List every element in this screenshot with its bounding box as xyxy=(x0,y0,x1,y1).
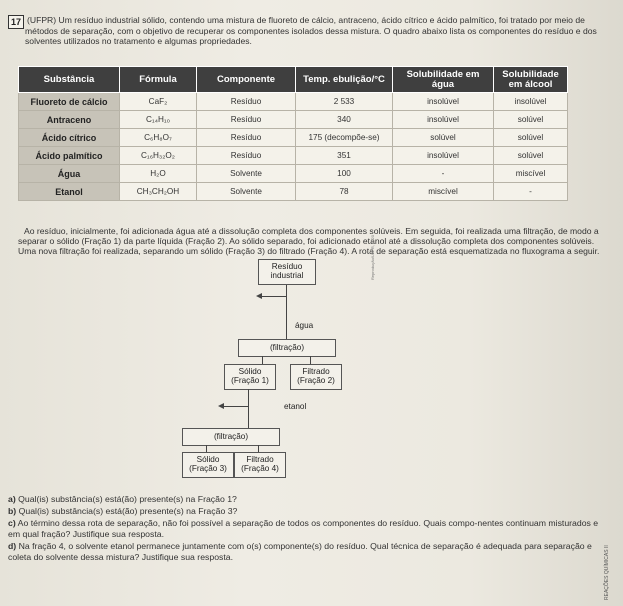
component-cell: Solvente xyxy=(197,165,296,183)
substance-cell: Fluoreto de cálcio xyxy=(19,93,120,111)
filtrate2-label: Filtrado xyxy=(246,455,274,464)
filtration2-box xyxy=(182,428,280,446)
water-solubility-cell: insolúvel xyxy=(393,147,494,165)
alcohol-solubility-cell: solúvel xyxy=(494,129,568,147)
question-a xyxy=(8,494,608,505)
col-header: Componente xyxy=(197,67,296,93)
fraction3-label: (Fração 3) xyxy=(189,464,227,473)
alcohol-solubility-cell: insolúvel xyxy=(494,93,568,111)
boiling-cell: 351 xyxy=(296,147,393,165)
fraction4-label: (Fração 4) xyxy=(241,464,279,473)
alcohol-solubility-cell: solúvel xyxy=(494,111,568,129)
water-solubility-cell: insolúvel xyxy=(393,111,494,129)
boiling-cell: 175 (decompõe-se) xyxy=(296,129,393,147)
water-arrow-head xyxy=(256,293,262,299)
filtrate1-label: Filtrado xyxy=(302,367,330,376)
question-d-letter: d) xyxy=(8,541,17,551)
fraction2-box xyxy=(290,364,342,390)
substance-cell: Água xyxy=(19,165,120,183)
filtration2-label: (filtração) xyxy=(213,432,249,441)
formula-cell: C₁₄H₁₀ xyxy=(120,111,197,129)
col-header: Solubilidade em água xyxy=(393,67,494,93)
water-solubility-cell: miscível xyxy=(393,183,494,201)
substance-cell: Etanol xyxy=(19,183,120,201)
col-header: Solubilidade em álcool xyxy=(494,67,568,93)
boiling-cell: 100 xyxy=(296,165,393,183)
question-list xyxy=(8,494,608,564)
question-c xyxy=(8,518,608,540)
question-number: 17 xyxy=(8,15,24,29)
component-cell: Resíduo xyxy=(197,129,296,147)
substance-cell: Ácido palmítico xyxy=(19,147,120,165)
boiling-cell: 78 xyxy=(296,183,393,201)
ethanol-arrow-head xyxy=(218,403,224,409)
component-cell: Resíduo xyxy=(197,93,296,111)
water-label: água xyxy=(295,321,314,330)
water-arrow-line xyxy=(262,296,286,297)
boiling-cell: 2 533 xyxy=(296,93,393,111)
question-c-text: Ao término dessa rota de separação, não foi possível a separação de todos os componentes do resíduo. Quais compo-nentes continuam misturados e em qual fração? Justifique sua resposta. xyxy=(8,518,599,539)
water-solubility-cell: solúvel xyxy=(393,129,494,147)
col-header: Fórmula xyxy=(120,67,197,93)
substance-cell: Ácido cítrico xyxy=(19,129,120,147)
question-d xyxy=(8,541,608,563)
alcohol-solubility-cell: solúvel xyxy=(494,147,568,165)
formula-cell: CaF₂ xyxy=(120,93,197,111)
filtration1-label: (filtração) xyxy=(269,343,305,352)
component-cell: Resíduo xyxy=(197,147,296,165)
alcohol-solubility-cell: miscível xyxy=(494,165,568,183)
connector-line xyxy=(310,356,311,364)
connector-line xyxy=(262,356,263,364)
formula-cell: CH₃CH₂OH xyxy=(120,183,197,201)
question-b-text: Qual(is) substância(s) está(ão) presente(s) na Fração 3? xyxy=(18,506,238,516)
water-solubility-cell: - xyxy=(393,165,494,183)
ethanol-label: etanol xyxy=(284,402,307,411)
ethanol-arrow-line xyxy=(224,406,248,407)
question-b xyxy=(8,506,608,517)
formula-cell: C₁₆H₃₂O₂ xyxy=(120,147,197,165)
col-header: Temp. ebulição/°C xyxy=(296,67,393,93)
intro-text: (UFPR) Um resíduo industrial sólido, contendo uma mistura de fluoreto de cálcio, antraceno, ácido cítrico e ácido palmítico, foi tratado por meio de métodos de separação, com o objetivo de recuperar os componentes isolados dessa mistura. O quadro abaixo lista os componentes do resíduo e dos solventes utilizados no tratamento e algumas propriedades. xyxy=(25,15,597,47)
fraction3-box xyxy=(182,452,234,478)
connector-line xyxy=(248,389,249,428)
question-d-text: Na fração 4, o solvente etanol permanece juntamente com o(s) componente(s) do resíduo. Qual técnica de separação é adequada para separação e coleta do solvente dessa mistura? Justifique sua resposta. xyxy=(8,541,592,562)
residue-label: Resíduo industrial xyxy=(270,262,304,280)
question-b-letter: b) xyxy=(8,506,17,516)
component-cell: Solvente xyxy=(197,183,296,201)
connector-line xyxy=(286,285,287,339)
filtration1-box xyxy=(238,339,336,357)
margin-section-label: REAÇÕES QUÍMICAS II xyxy=(604,545,610,600)
connector-line xyxy=(206,445,207,452)
water-solubility-cell: insolúvel xyxy=(393,93,494,111)
fraction1-label: (Fração 1) xyxy=(231,376,269,385)
substance-cell: Antraceno xyxy=(19,111,120,129)
solid1-label: Sólido xyxy=(238,367,262,376)
formula-cell: H₂O xyxy=(120,165,197,183)
image-credit: Reprodução/UFPR, 2020 xyxy=(370,235,375,280)
fraction4-box xyxy=(234,452,286,478)
alcohol-solubility-cell: - xyxy=(494,183,568,201)
question-a-text: Qual(is) substância(s) está(ão) presente(s) na Fração 1? xyxy=(18,494,237,504)
component-cell: Resíduo xyxy=(197,111,296,129)
fraction2-label: (Fração 2) xyxy=(297,376,335,385)
col-header: Substância xyxy=(19,67,120,93)
question-c-letter: c) xyxy=(8,518,16,528)
connector-line xyxy=(258,445,259,452)
formula-cell: C₆H₈O₇ xyxy=(120,129,197,147)
fraction1-box xyxy=(224,364,276,390)
question-a-letter: a) xyxy=(8,494,16,504)
boiling-cell: 340 xyxy=(296,111,393,129)
procedure-text: Ao resíduo, inicialmente, foi adicionada água até a dissolução completa dos componentes solúveis. Em seguida, foi realizada uma filtração, de modo a separar o sólido (Fração 1) da parte líquida (Fração 2). Ao sólido separado, foi adicionado etanol até a dissolução completa dos componentes solúveis. Uma nova filtração foi realizada, separando um sólido (Fração 3) do filtrado (Fração 4). A rota de separação está esquematizada no fluxograma a seguir. xyxy=(18,226,600,257)
residue-box xyxy=(258,259,316,285)
solid2-label: Sólido xyxy=(196,455,220,464)
